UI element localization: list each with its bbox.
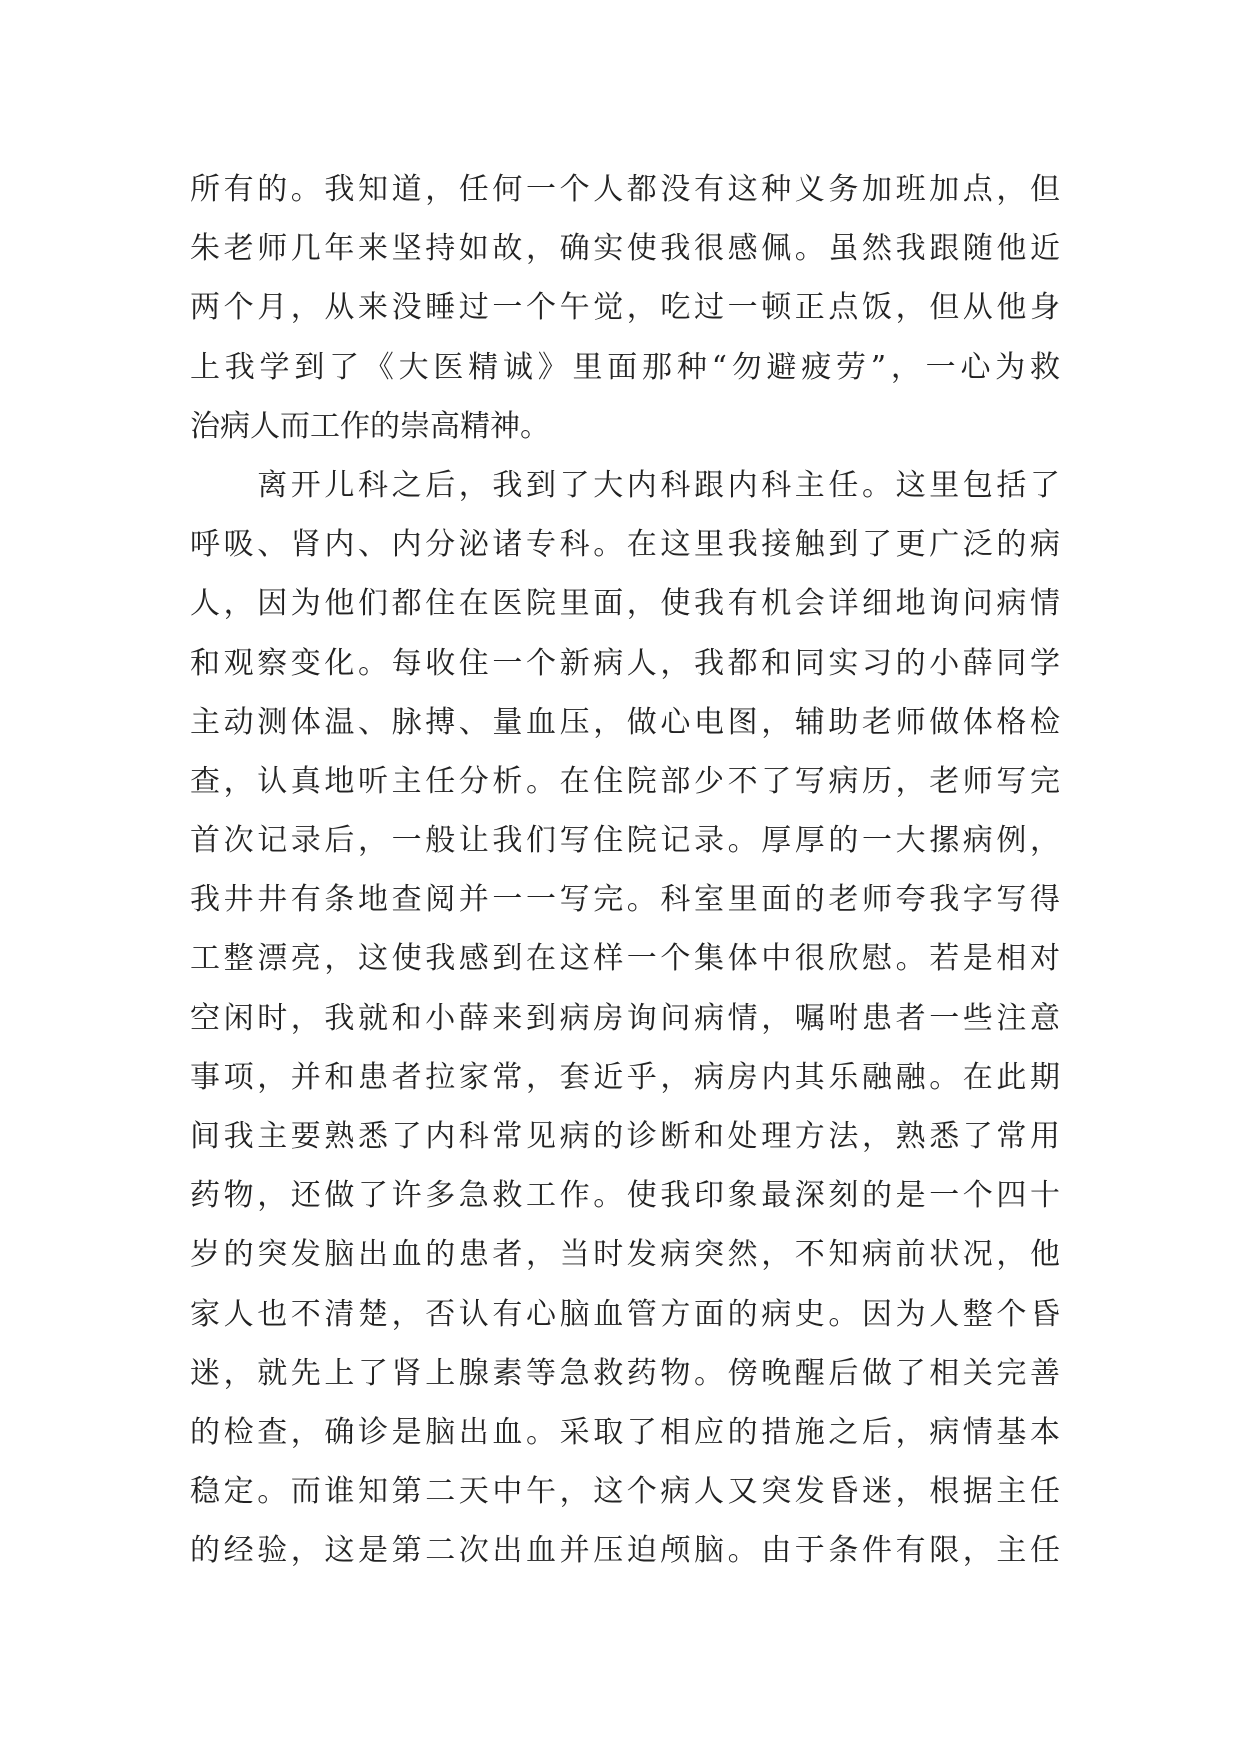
text-line: 的检查，确诊是脑出血。采取了相应的措施之后，病情基本: [190, 1414, 1060, 1450]
text-line: 间我主要熟悉了内科常见病的诊断和处理方法，熟悉了常用: [190, 1119, 1060, 1154]
text-line: 空闲时，我就和小薛来到病房询问病情，嘱咐患者一些注意: [190, 1000, 1060, 1036]
text-line: 迷，就先上了肾上腺素等急救药物。傍晚醒后做了相关完善: [190, 1355, 1060, 1391]
text-line: 呼吸、肾内、内分泌诸专科。在这里我接触到了更广泛的病: [190, 527, 1060, 563]
text-line: 事项，并和患者拉家常，套近乎，病房内其乐融融。在此期: [190, 1059, 1060, 1095]
text-line: 工整漂亮，这使我感到在这样一个集体中很欣慰。若是相对: [190, 941, 1060, 977]
text-line: 上我学到了《大医精诚》里面那种“勿避疲劳”，一心为救: [190, 349, 1060, 385]
text-line: 朱老师几年来坚持如故，确实使我很感佩。虽然我跟随他近: [190, 231, 1060, 267]
body-text: [190, 160, 1060, 1581]
text-line: 治病人而工作的崇高精神。: [190, 408, 550, 444]
text-line: 我井井有条地查阅并一一写完。科室里面的老师夸我字写得: [190, 882, 1060, 918]
text-line: 所有的。我知道，任何一个人都没有这种义务加班加点，但: [190, 172, 1060, 207]
text-line: 离开儿科之后，我到了大内科跟内科主任。这里包括了: [190, 467, 1060, 503]
text-line: 首次记录后，一般让我们写住院记录。厚厚的一大摞病例，: [190, 823, 1060, 859]
text-line: 两个月，从来没睡过一个午觉，吃过一顿正点饭，但从他身: [190, 290, 1060, 326]
text-line: 和观察变化。每收住一个新病人，我都和同实习的小薛同学: [190, 645, 1060, 681]
text-line: 人，因为他们都住在医院里面，使我有机会详细地询问病情: [190, 586, 1060, 622]
text-line: 药物，还做了许多急救工作。使我印象最深刻的是一个四十: [190, 1178, 1060, 1214]
text-line: 查，认真地听主任分析。在住院部少不了写病历，老师写完: [190, 763, 1060, 799]
text-line: 家人也不清楚，否认有心脑血管方面的病史。因为人整个昏: [190, 1296, 1060, 1332]
text-line: 的经验，这是第二次出血并压迫颅脑。由于条件有限，主任: [190, 1533, 1060, 1569]
text-line: 稳定。而谁知第二天中午，这个病人又突发昏迷，根据主任: [190, 1474, 1060, 1510]
text-line: 主动测体温、脉搏、量血压，做心电图，辅助老师做体格检: [190, 704, 1060, 740]
text-line: 岁的突发脑出血的患者，当时发病突然，不知病前状况，他: [190, 1237, 1060, 1273]
